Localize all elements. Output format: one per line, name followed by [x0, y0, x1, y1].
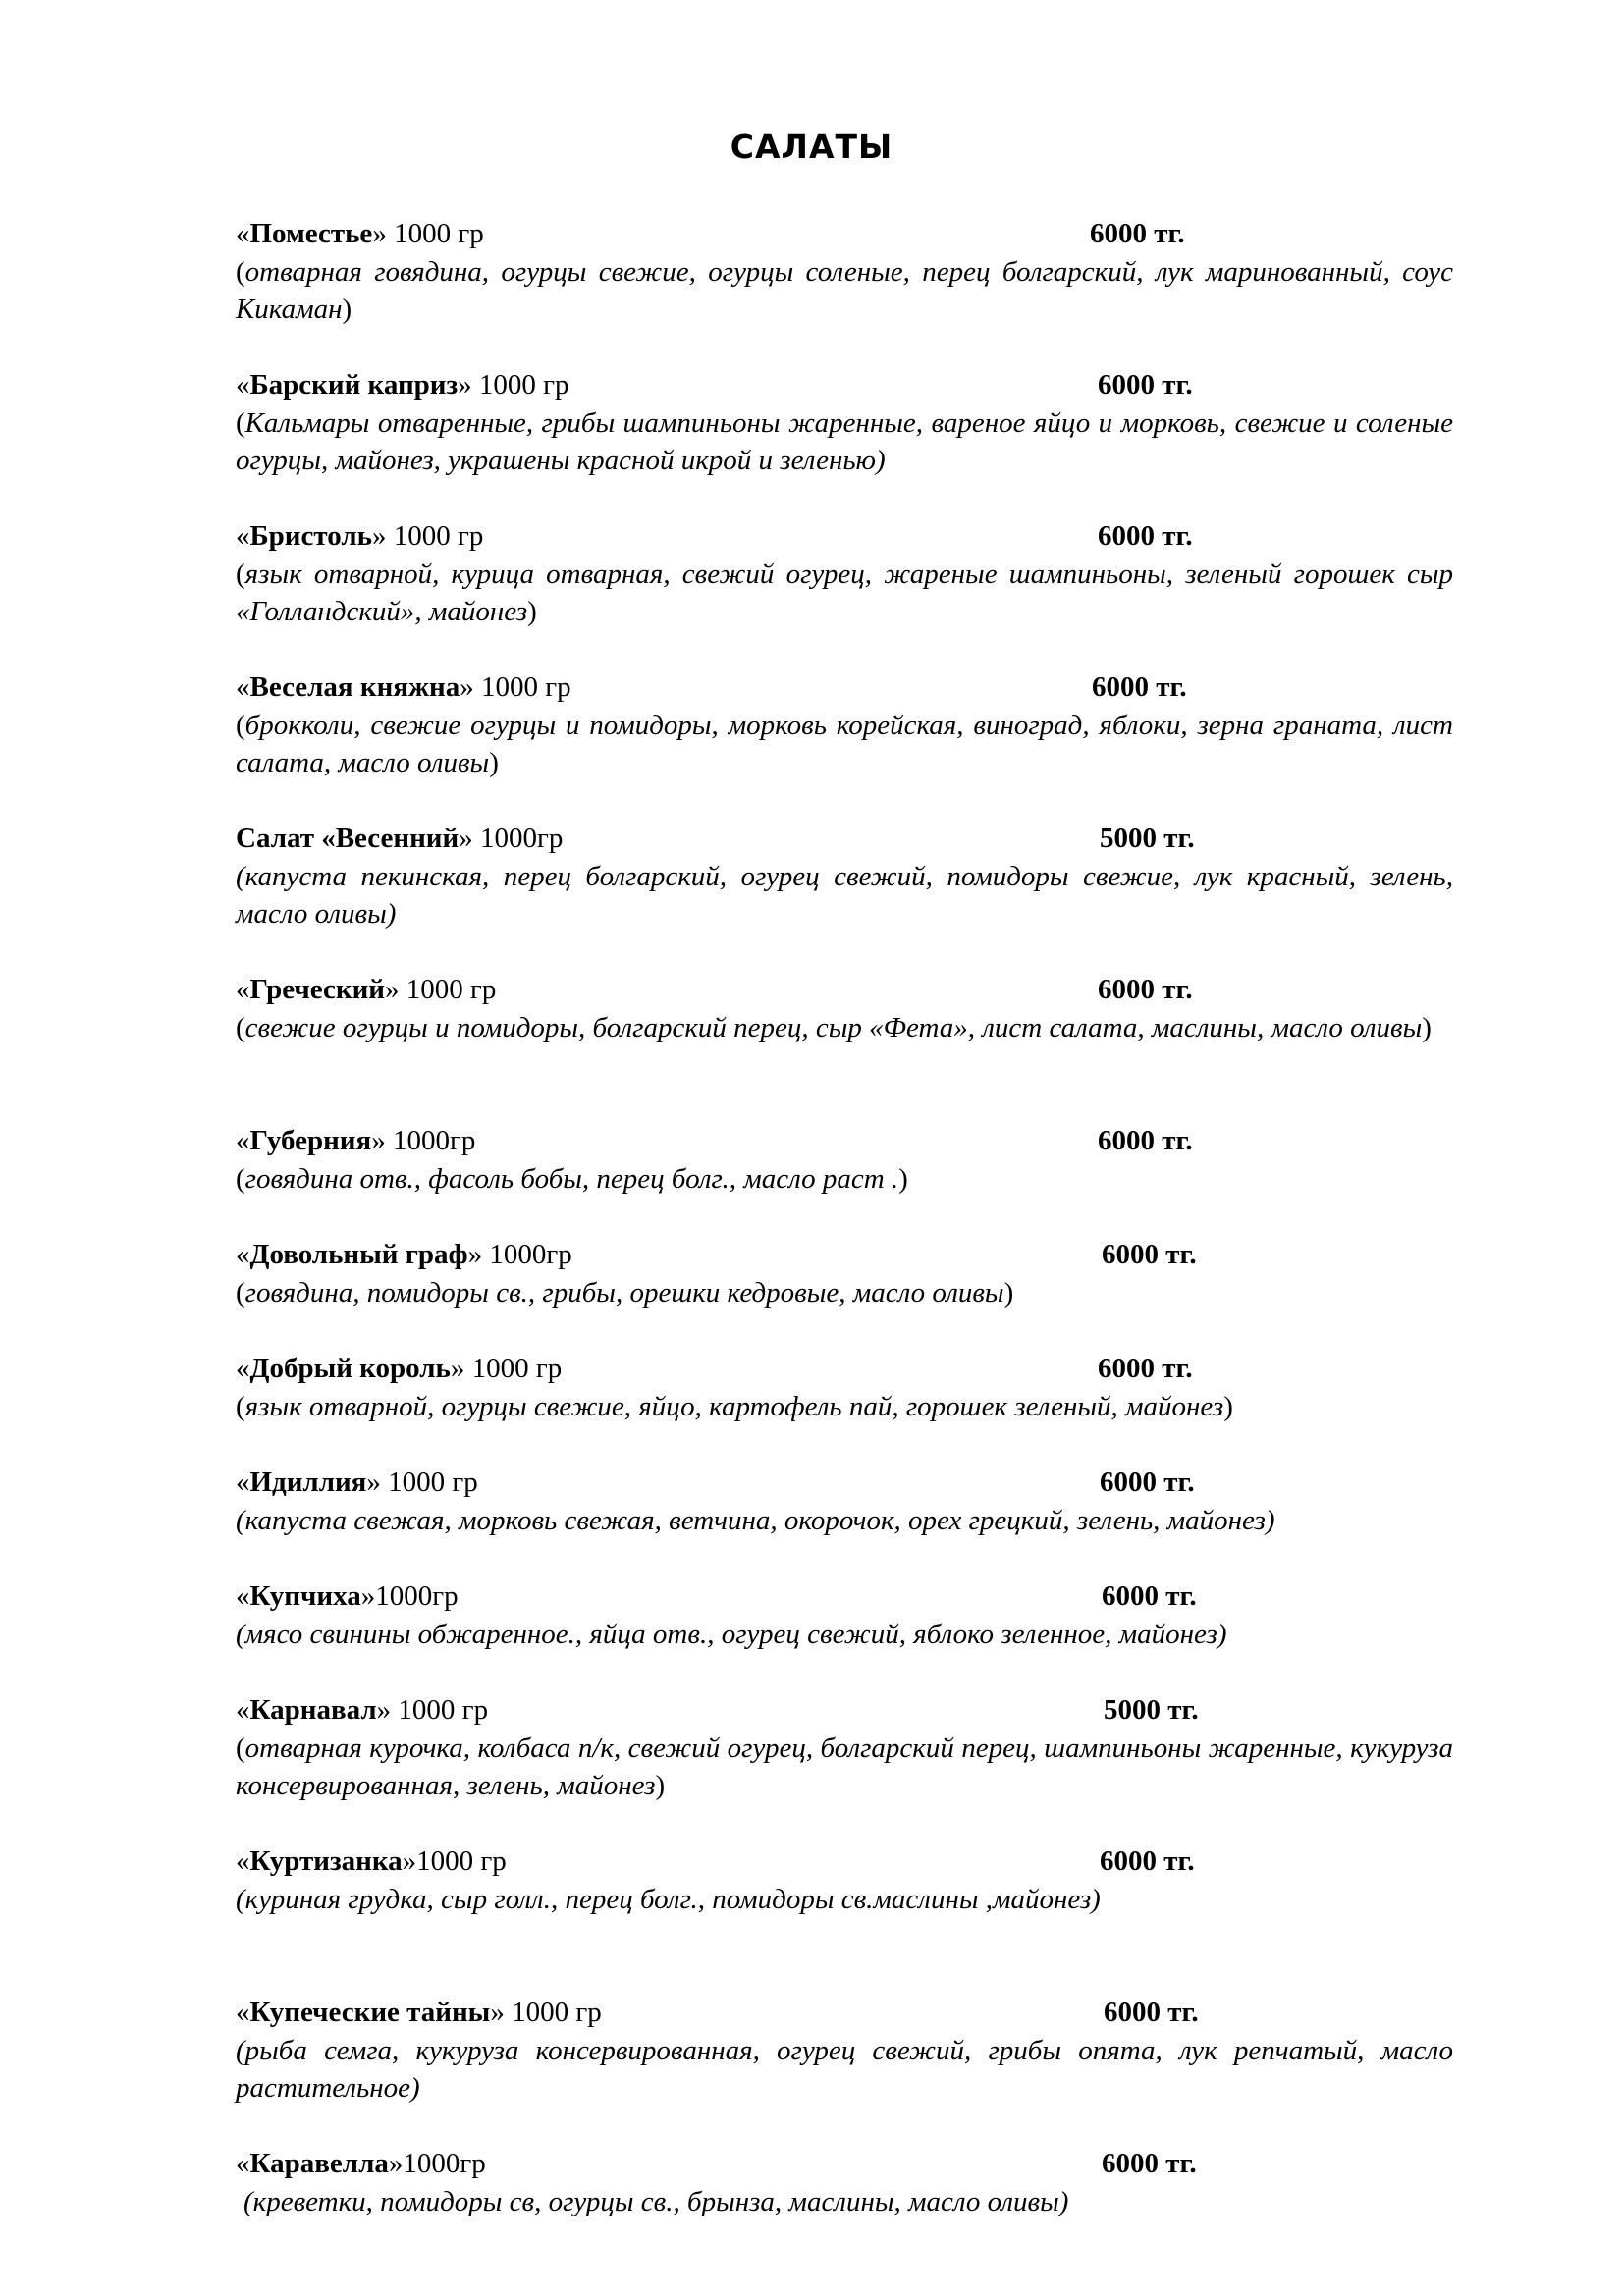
dish-ingredients [236, 1388, 1453, 1425]
dish-name-group [236, 520, 386, 552]
dish-name: Добрый король [249, 1353, 451, 1384]
quote-open: « [236, 2148, 250, 2179]
dish-price: 6000 тг. [1102, 1239, 1197, 1270]
dish-price: 6000 тг. [1090, 218, 1185, 249]
dish-weight: 1000гр [375, 1580, 459, 1612]
ingredients-text: Кальмары отваренные, грибы шампиньоны жаренные, вареное яйцо и морковь, свежие и соленые огурцы, майонез, украшены красной икрой и зеленью) [236, 407, 1453, 476]
quote-open: « [236, 1353, 250, 1384]
dish-name-group [236, 1239, 482, 1270]
paren-open: ( [236, 559, 245, 590]
ingredients-text: брокколи, свежие огурцы и помидоры, морковь корейская, виноград, яблоки, зерна граната, лист салата, масло оливы [236, 710, 1453, 778]
paren-open: ( [236, 1733, 245, 1764]
quote-open: « [236, 974, 250, 1005]
quote-open: « [236, 1125, 250, 1156]
dish-name-group [236, 974, 399, 1005]
dish-ingredients [236, 556, 1453, 630]
dish-price: 6000 тг. [1092, 671, 1187, 703]
menu-item-header [236, 970, 1453, 1009]
paren-open: ( [236, 1163, 245, 1195]
paren-close: ) [1003, 1277, 1014, 1308]
dish-name-group [236, 823, 473, 854]
dish-price: 6000 тг. [1098, 974, 1193, 1005]
menu-item [236, 1235, 1453, 1311]
paren-close: ) [1223, 1391, 1233, 1422]
quote-close: » [459, 823, 473, 854]
dish-weight: 1000 гр [416, 1845, 507, 1877]
paren-open: ( [236, 1391, 245, 1422]
ingredients-text: (куриная грудка, сыр голл., перец болг., помидоры св.маслины ,майонез) [236, 1884, 1101, 1915]
quote-close: » [360, 1580, 376, 1612]
dish-price: 6000 тг. [1102, 1580, 1197, 1612]
quote-close: » [366, 1467, 381, 1498]
dish-name: Бристоль [249, 520, 372, 552]
dish-weight: 1000 гр [504, 1997, 602, 2028]
menu-item [236, 516, 1453, 630]
dish-weight: 1000 гр [473, 671, 571, 703]
quote-close: » [467, 1239, 483, 1270]
dish-ingredients [236, 1274, 1453, 1311]
dish-name-group [236, 218, 387, 249]
dish-price: 6000 тг. [1100, 1467, 1195, 1498]
paren-close: ) [527, 596, 537, 627]
dish-name: Барский каприз [249, 369, 459, 400]
dish-ingredients [236, 404, 1453, 479]
dish-price: 6000 тг. [1104, 1997, 1199, 2028]
menu-item-header [236, 1842, 1453, 1881]
dish-name-group [236, 2148, 403, 2179]
ingredients-text: (креветки, помидоры св, огурцы св., брынза, маслины, масло оливы) [243, 2186, 1069, 2217]
dish-price: 6000 тг. [1098, 1353, 1193, 1384]
menu-item [236, 1349, 1453, 1425]
menu-item-header [236, 214, 1453, 253]
dish-weight: 1000 гр [399, 974, 497, 1005]
dish-ingredients [236, 1009, 1453, 1046]
dish-name: Куртизанка [249, 1845, 403, 1877]
dish-weight: 1000 гр [471, 369, 569, 400]
ingredients-text: (мясо свинины обжаренное., яйца отв., огурец свежий, яблоко зеленное, майонез) [236, 1619, 1227, 1650]
dish-price: 5000 тг. [1104, 1694, 1199, 1726]
paren-open: ( [236, 256, 245, 288]
dish-ingredients [236, 1881, 1453, 1918]
menu-item [236, 819, 1453, 933]
paren-close: ) [489, 747, 499, 778]
paren-close: ) [1422, 1012, 1432, 1043]
menu-item-header [236, 1349, 1453, 1388]
paren-open: ( [236, 407, 245, 439]
dish-weight: 1000 гр [380, 1467, 478, 1498]
paren-open: ( [236, 710, 245, 741]
quote-open: « [236, 671, 250, 703]
dish-ingredients [236, 1502, 1453, 1539]
menu-item [236, 1463, 1453, 1539]
ingredients-text: отварная курочка, колбаса п/к, свежий огурец, болгарский перец, шампиньоны жаренные, кукуруза консервированная, зелень, майонез [236, 1733, 1453, 1801]
quote-close: » [490, 1997, 505, 2028]
dish-name-group [236, 1467, 381, 1498]
dish-price: 6000 тг. [1102, 2148, 1197, 2179]
quote-open: « [236, 1694, 250, 1726]
menu-item-header [236, 365, 1453, 404]
menu-item-header [236, 1463, 1453, 1502]
dish-name-group [236, 1694, 391, 1726]
menu-item [236, 1576, 1453, 1653]
dish-weight: 1000гр [385, 1125, 476, 1156]
dish-weight: 1000 гр [386, 520, 484, 552]
quote-close: » [450, 1353, 465, 1384]
dish-name-group [236, 1353, 464, 1384]
dish-ingredients [236, 253, 1453, 328]
dish-weight: 1000 гр [386, 218, 484, 249]
dish-weight: 1000гр [403, 2148, 486, 2179]
quote-open: « [236, 1997, 250, 2028]
ingredients-text: говядина, помидоры св., грибы, орешки кедровые, масло оливы [244, 1277, 1004, 1308]
dish-name: Купеческие тайны [249, 1997, 491, 2028]
dish-weight: 1000гр [472, 823, 564, 854]
dish-weight: 1000 гр [464, 1353, 563, 1384]
dish-name: Карнавал [249, 1694, 377, 1726]
dish-name: Веселая княжна [249, 671, 460, 703]
quote-open: « [236, 1845, 250, 1877]
ingredients-text: (рыба семга, кукуруза консервированная, огурец свежий, грибы опята, лук репчатый, масло растительное) [236, 2035, 1453, 2104]
paren-open: ( [236, 1012, 245, 1043]
quote-close: » [372, 218, 387, 249]
paren-open: ( [236, 1277, 245, 1308]
menu-item [236, 1121, 1453, 1198]
page-title: САЛАТЫ [730, 128, 893, 166]
ingredients-text: свежие огурцы и помидоры, болгарский перец, сыр «Фета», лист салата, маслины, масло оливы [244, 1012, 1423, 1043]
quote-close: » [371, 520, 387, 552]
menu-item [236, 1993, 1453, 2107]
dish-name: Поместье [249, 218, 373, 249]
quote-open: « [236, 1239, 250, 1270]
dish-price: 6000 тг. [1098, 369, 1193, 400]
dish-name: Губерния [249, 1125, 372, 1156]
ingredients-text: (капуста свежая, морковь свежая, ветчина, окорочок, орех грецкий, зелень, майонез) [236, 1505, 1275, 1536]
quote-open: « [236, 218, 250, 249]
dish-name-group [236, 671, 474, 703]
quote-close: » [384, 974, 400, 1005]
menu-item [236, 214, 1453, 328]
dish-name-group [236, 1580, 375, 1612]
ingredients-text: язык отварной, огурцы свежие, яйцо, картофель пай, горошек зеленый, майонез [244, 1391, 1224, 1422]
menu-item-header [236, 1235, 1453, 1274]
quote-close: » [376, 1694, 392, 1726]
menu-item [236, 365, 1453, 479]
quote-open: « [236, 369, 250, 400]
quote-close: » [388, 2148, 404, 2179]
quote-open: « [236, 1467, 250, 1498]
dish-name: Весенний [335, 823, 460, 854]
menu-item-header [236, 516, 1453, 556]
dish-ingredients [236, 2032, 1453, 2107]
quote-open: « [236, 520, 250, 552]
quote-close: » [371, 1125, 386, 1156]
ingredients-text: язык отварной, курица отварная, свежий огурец, жареные шампиньоны, зеленый горошек сыр «Голландский», майонез [236, 559, 1453, 627]
menu-item-header [236, 667, 1453, 707]
menu-item [236, 2144, 1453, 2220]
quote-close: » [402, 1845, 417, 1877]
dish-ingredients [236, 858, 1453, 933]
quote-close: » [460, 671, 474, 703]
menu-item [236, 970, 1453, 1046]
quote-open: Салат « [236, 823, 336, 854]
dish-name: Каравелла [249, 2148, 389, 2179]
dish-price: 6000 тг. [1098, 1125, 1193, 1156]
dish-name: Греческий [249, 974, 385, 1005]
dish-price: 5000 тг. [1100, 823, 1195, 854]
dish-name-group [236, 1997, 505, 2028]
paren-close: ) [655, 1770, 666, 1801]
dish-price: 6000 тг. [1100, 1845, 1195, 1877]
menu-item [236, 667, 1453, 781]
menu-item-header [236, 1576, 1453, 1616]
quote-open: « [236, 1580, 250, 1612]
dish-name-group [236, 1845, 416, 1877]
paren-close: ) [342, 294, 352, 325]
menu-item-header [236, 1993, 1453, 2032]
dish-weight: 1000гр [482, 1239, 572, 1270]
dish-name: Купчиха [249, 1580, 361, 1612]
dish-name: Идиллия [249, 1467, 367, 1498]
menu-item-header [236, 1690, 1453, 1730]
menu-item-header [236, 2144, 1453, 2183]
dish-name: Довольный граф [249, 1239, 468, 1270]
dish-name-group [236, 369, 472, 400]
ingredients-text: (капуста пекинская, перец болгарский, огурец свежий, помидоры свежие, лук красный, зелень, масло оливы) [236, 861, 1453, 930]
ingredients-text: отварная говядина, огурцы свежие, огурцы соленые, перец болгарский, лук маринованный, соус Кикаман [236, 256, 1453, 325]
ingredients-text: говядина отв., фасоль бобы, перец болг., масло раст . [244, 1163, 899, 1195]
menu-item-header [236, 819, 1453, 858]
quote-close: » [458, 369, 472, 400]
dish-weight: 1000 гр [391, 1694, 489, 1726]
menu-item-header [236, 1121, 1453, 1160]
dish-name-group [236, 1125, 386, 1156]
paren-close: ) [898, 1163, 908, 1195]
menu-item [236, 1842, 1453, 1918]
dish-ingredients [236, 1616, 1453, 1653]
dish-ingredients [236, 1160, 1453, 1198]
dish-ingredients [236, 707, 1453, 781]
dish-ingredients [236, 2183, 1453, 2220]
dish-ingredients [236, 1730, 1453, 1804]
dish-price: 6000 тг. [1098, 520, 1193, 552]
menu-item [236, 1690, 1453, 1804]
